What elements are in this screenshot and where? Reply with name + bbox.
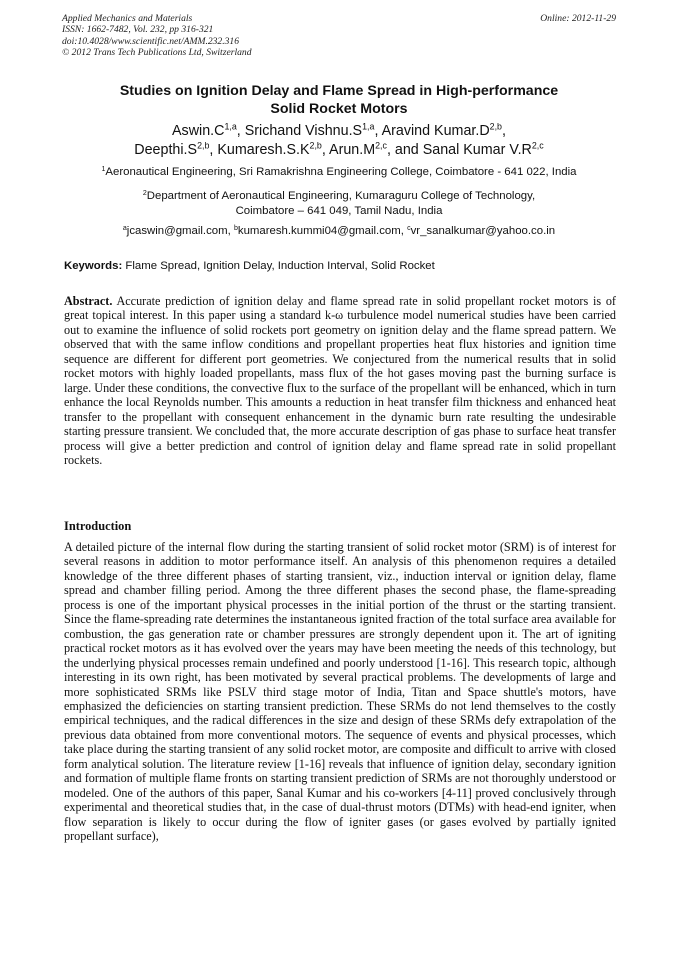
section-heading-introduction: Introduction [64, 519, 132, 533]
title-line-1: Studies on Ignition Delay and Flame Spread in High-performance [119, 83, 559, 99]
email-b[interactable]: kumaresh.kummi04@gmail.com, [237, 225, 408, 237]
paper-title [40, 82, 638, 118]
author-name: Srichand Vishnu.S [244, 123, 363, 139]
copyright-line: © 2012 Trans Tech Publications Ltd, Switzerland [62, 47, 252, 59]
issn-line: ISSN: 1662-7482, Vol. 232, pp 316-321 [62, 24, 214, 36]
affiliation-text: Aeronautical Engineering, Sri Ramakrishna Engineering College, Coimbatore - 641 022, India [105, 166, 577, 178]
author-sep: , [374, 123, 382, 139]
keywords [64, 260, 616, 272]
affiliation-text: Department of Aeronautical Engineering, Kumaraguru College of Technology, [146, 190, 536, 202]
author-sep: , [502, 123, 506, 139]
author-sep: , [209, 142, 218, 158]
author-name: Arun.M [329, 142, 376, 158]
doi-line: doi:10.4028/www.scientific.net/AMM.232.316 [62, 35, 240, 47]
introduction-body: A detailed picture of the internal flow during the starting transient of solid rocket motor (SRM) is of interest for several reasons in addition to motor performance itself. An analysis of this phenomenon requires a detailed knowledge of the three different phases of starting transient, viz., induction interval or ignition delay, flame spread and chamber filling period. Among the three different phases the second phase, the flame-spreading process is one of the important physical processes in the initial portion of the thrust or the starting transient. Since the flame-spreading rate determines the instantaneous ignited fraction of the total surface area available for combustion, the gas generation rate or chamber pressures are strongly dependent upon it. The art of igniting practical rocket motors as it has evolved over the years may have been meeting the needs of this technology, but the underlying physical processes remain undefined and poorly understood [1-16]. This research topic, although interesting in its own right, has been motivated by several practical problems. The developments of large and more sophisticated SRMs like PSLV third stage motor of India, Titan and Space shuttle's motors, have emphasized the deficiencies on starting transient prediction. These SRMs do not lend themselves to the costly empirical techniques, and the radical differences in the size and design of these SRMs defy extrapolation of the previous data obtained from more conventional motors. The sequence of events and physical processes, which take place during the starting transient of any solid rocket motor, are composite and difficult to arrive with closed form analytical solution. The literature review [1-16] reveals that influence of ignition delay, secondary ignition and formation of multiple flame fronts on starting transient prediction of SRMs are not thoroughly understood or modeled. One of the authors of this paper, Sanal Kumar and his co-workers [4-11] proved conclusively through experimental and theoretical studies that, in the case of dual-thrust motors (DTMs) with head-end igniter, when flow separation is likely to occur during the flow of igniter gases (or gases evolved by partially ignited propellant surface), [64, 540, 616, 844]
abstract-label: Abstract. [64, 294, 113, 308]
title-line-2: Solid Rocket Motors [270, 101, 408, 117]
author-name: Kumaresh.S.K [217, 142, 310, 158]
author-sep: , [236, 123, 245, 139]
abstract [64, 294, 616, 467]
abstract-text: Accurate prediction of ignition delay and flame spread rate in solid propellant rocket motors is of great topical interest. In this paper using a standard k-ω turbulence model numerical studies have been carried out to examine the influence of solid rockets port geometry on ignition delay and the flame spread pattern. We observed that with the same inflow conditions and propellant properties heat flux histories and ignition time sequence are different for different port geometries. We conjectured from the numerical results that in solid rocket motors with highly loaded propellants, mass flux of the hot gases moving past the burning surface is large. Under these conditions, the convective flux to the surface of the propellant will be enhanced, which in turn enhance the local Reynolds number. This amounts a reduction in heat transfer film thickness and enhanced heat transfer to the propellant with consequent enhancement in the dynamic burn rate resulting the undesirable starting pressure transient. We concluded that, the more accurate description of gas phase to surface heat transfer process will give a better prediction and control of ignition delay and flame spread rate in solid propellant rockets. [64, 294, 616, 467]
email-sup: a [122, 224, 127, 232]
online-date: Online: 2012-11-29 [540, 13, 616, 24]
affiliation-2-line-1 [40, 189, 638, 204]
author-affil-sup: 2,b [197, 140, 210, 151]
affiliation-sup: 2 [142, 189, 147, 197]
author-affil-sup: 2,b [489, 121, 502, 132]
author-name: Sanal Kumar V.R [422, 142, 532, 158]
email-a[interactable]: jcaswin@gmail.com, [126, 225, 234, 237]
author-list [40, 122, 638, 160]
journal-name: Applied Mechanics and Materials [62, 13, 193, 24]
journal-header [62, 13, 616, 59]
email-sup: b [233, 224, 238, 232]
author-name: Deepthi.S [134, 142, 198, 158]
affiliation-2-line-2: Coimbatore – 641 049, Tamil Nadu, India [235, 204, 443, 217]
author-sep: , [321, 142, 330, 158]
author-line-1 [40, 122, 638, 141]
author-affil-sup: 2,c [531, 140, 544, 151]
email-c[interactable]: vr_sanalkumar@yahoo.co.in [410, 225, 556, 237]
author-affil-sup: 1,a [362, 121, 375, 132]
email-sup: c [407, 224, 411, 232]
author-sep: , and [386, 142, 423, 158]
email-list [40, 224, 638, 239]
author-name: Aswin.C [172, 123, 225, 139]
author-affil-sup: 2,b [309, 140, 322, 151]
keywords-label: Keywords: [64, 260, 123, 272]
affiliation-1 [40, 165, 638, 180]
author-name: Aravind Kumar.D [381, 123, 490, 139]
author-affil-sup: 2,c [375, 140, 387, 151]
affiliation-2 [40, 189, 638, 218]
affiliation-sup: 1 [101, 165, 106, 173]
author-affil-sup: 1,a [224, 121, 237, 132]
author-line-2 [40, 141, 638, 160]
keywords-text: Flame Spread, Ignition Delay, Induction Interval, Solid Rocket [122, 260, 435, 272]
